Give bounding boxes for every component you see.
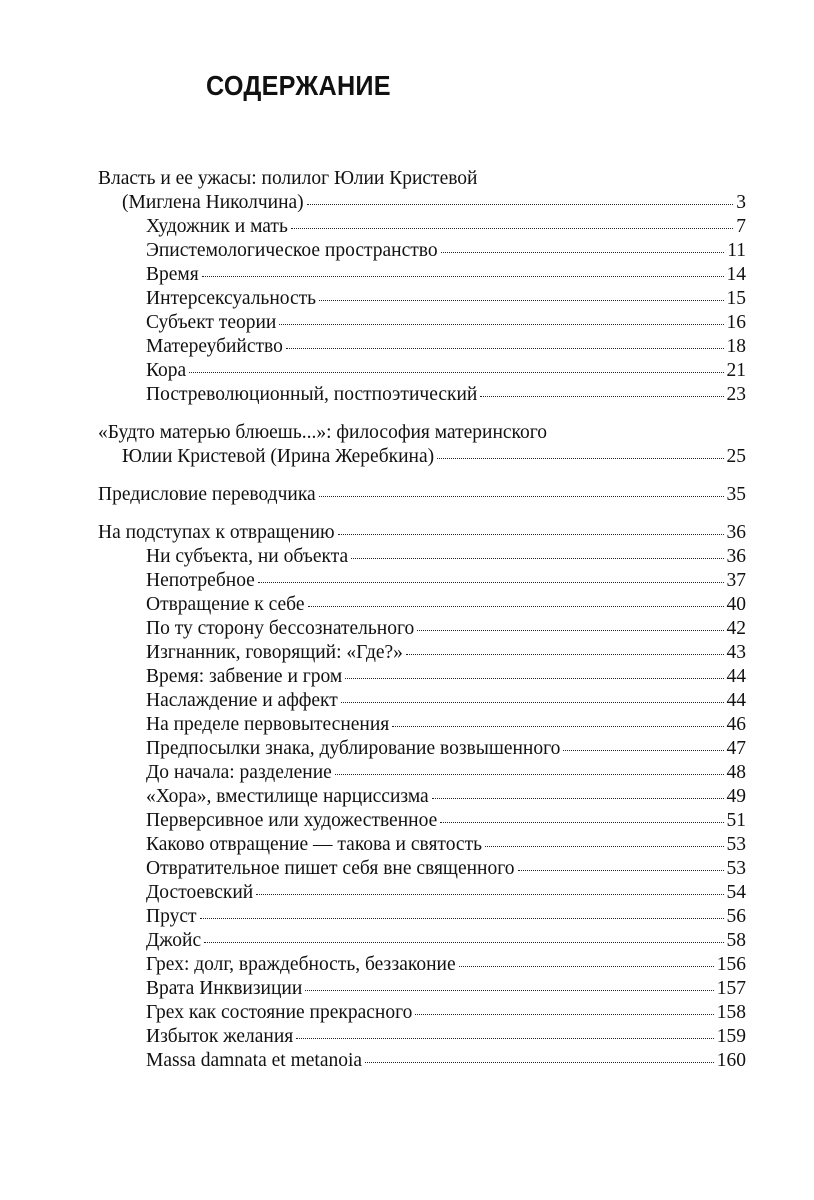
- toc-subentry[interactable]: [98, 1025, 746, 1049]
- toc-subentry-title: До начала: разделение: [146, 762, 332, 783]
- page-number: 21: [726, 360, 746, 381]
- toc-entry[interactable]: [98, 521, 746, 545]
- page-number: 48: [726, 762, 746, 783]
- toc-subentry[interactable]: [98, 929, 746, 953]
- toc-entry[interactable]: [98, 191, 746, 215]
- toc-subentry[interactable]: [98, 761, 746, 785]
- dot-leader: [286, 348, 724, 349]
- dot-leader: [319, 496, 724, 497]
- page-number: 158: [716, 1002, 746, 1023]
- toc-heading-text: Власть и ее ужасы: полилог Юлии Кристевой: [98, 168, 478, 189]
- dot-leader: [200, 918, 724, 919]
- page-number: 54: [726, 882, 746, 903]
- toc-subentry-title: Эпистемологическое пространство: [146, 240, 438, 261]
- dot-leader: [351, 558, 723, 559]
- page-number: 11: [727, 240, 746, 261]
- toc-subentry-title: Художник и мать: [146, 216, 288, 237]
- toc-subentry-title: Отвращение к себе: [146, 594, 305, 615]
- dot-leader: [365, 1062, 714, 1063]
- page-number: 36: [726, 546, 746, 567]
- toc-entry-title: На подступах к отвращению: [98, 522, 335, 543]
- page-number: 44: [726, 690, 746, 711]
- toc-subentry-title: Ни субъекта, ни объекта: [146, 546, 349, 567]
- toc-subentry-title: Достоевский: [146, 882, 254, 903]
- dot-leader: [305, 990, 713, 991]
- table-of-contents: [98, 167, 746, 1073]
- page-number: 44: [726, 666, 746, 687]
- toc-subentry[interactable]: [98, 287, 746, 311]
- toc-subentry[interactable]: [98, 977, 746, 1001]
- page-number: 3: [736, 192, 746, 213]
- page-number: 49: [726, 786, 746, 807]
- dot-leader: [485, 846, 724, 847]
- toc-subentry-title: Избыток желания: [146, 1026, 294, 1047]
- page-number: 37: [726, 570, 746, 591]
- dot-leader: [459, 966, 714, 967]
- section-gap: [98, 469, 746, 483]
- toc-entry[interactable]: [98, 445, 746, 469]
- page-number: 42: [726, 618, 746, 639]
- page-number: 51: [726, 810, 746, 831]
- toc-subentry[interactable]: [98, 713, 746, 737]
- toc-subentry-title: Massa damnata et metanoia: [146, 1050, 363, 1071]
- section-gap: [98, 507, 746, 521]
- dot-leader: [432, 798, 724, 799]
- page-number: 156: [716, 954, 746, 975]
- dot-leader: [341, 702, 724, 703]
- toc-subentry[interactable]: [98, 953, 746, 977]
- toc-subentry-title: Отвратительное пишет себя вне священного: [146, 858, 515, 879]
- toc-subentry[interactable]: [98, 881, 746, 905]
- toc-subentry[interactable]: [98, 665, 746, 689]
- page-number: 7: [736, 216, 746, 237]
- toc-subentry-title: Непотребное: [146, 570, 255, 591]
- section-gap: [98, 407, 746, 421]
- toc-heading-line: [98, 421, 746, 445]
- dot-leader: [440, 822, 723, 823]
- toc-subentry[interactable]: [98, 809, 746, 833]
- dot-leader: [518, 870, 724, 871]
- page-number: 46: [726, 714, 746, 735]
- dot-leader: [415, 1014, 713, 1015]
- toc-subentry-title: Пруст: [146, 906, 197, 927]
- page-title: СОДЕРЖАНИЕ: [206, 70, 391, 101]
- toc-subentry[interactable]: [98, 1001, 746, 1025]
- toc-subentry[interactable]: [98, 239, 746, 263]
- toc-entry[interactable]: [98, 483, 746, 507]
- dot-leader: [291, 228, 733, 229]
- page-number: 53: [726, 834, 746, 855]
- toc-heading-line: [98, 167, 746, 191]
- dot-leader: [563, 750, 723, 751]
- page-number: 160: [716, 1050, 746, 1071]
- toc-subentry[interactable]: [98, 215, 746, 239]
- toc-subentry[interactable]: [98, 263, 746, 287]
- toc-heading-text: «Будто матерью блюешь...»: философия материнского: [98, 422, 548, 443]
- toc-subentry-title: Врата Инквизиции: [146, 978, 303, 999]
- toc-subentry-title: Постреволюционный, постпоэтический: [146, 384, 478, 405]
- toc-subentry-title: Грех: долг, враждебность, беззаконие: [146, 954, 456, 975]
- page-number: 159: [716, 1026, 746, 1047]
- page-number: 25: [726, 446, 746, 467]
- toc-subentry[interactable]: [98, 335, 746, 359]
- toc-subentry[interactable]: [98, 641, 746, 665]
- toc-entry-title: Юлии Кристевой (Ирина Жеребкина): [122, 446, 435, 467]
- toc-subentry[interactable]: [98, 689, 746, 713]
- dot-leader: [189, 372, 723, 373]
- dot-leader: [437, 458, 723, 459]
- page-number: 35: [726, 484, 746, 505]
- page-number: 58: [726, 930, 746, 951]
- page-number: 56: [726, 906, 746, 927]
- toc-entry-title: (Миглена Николчина): [122, 192, 304, 213]
- toc-subentry-title: Интерсексуальность: [146, 288, 317, 309]
- dot-leader: [335, 774, 724, 775]
- toc-entry-title: Предисловие переводчика: [98, 484, 316, 505]
- toc-subentry[interactable]: [98, 569, 746, 593]
- page-number: 16: [726, 312, 746, 333]
- toc-subentry-title: Предпосылки знака, дублирование возвышенного: [146, 738, 561, 759]
- toc-subentry[interactable]: [98, 833, 746, 857]
- dot-leader: [204, 942, 723, 943]
- dot-leader: [441, 252, 725, 253]
- toc-subentry[interactable]: [98, 617, 746, 641]
- toc-subentry-title: Перверсивное или художественное: [146, 810, 438, 831]
- toc-subentry[interactable]: [98, 1049, 746, 1073]
- dot-leader: [338, 534, 724, 535]
- toc-subentry-title: Время: забвение и гром: [146, 666, 343, 687]
- toc-subentry[interactable]: [98, 311, 746, 335]
- page-number: 14: [726, 264, 746, 285]
- toc-subentry-title: Матереубийство: [146, 336, 283, 357]
- toc-subentry[interactable]: [98, 545, 746, 569]
- toc-subentry[interactable]: [98, 383, 746, 407]
- dot-leader: [480, 396, 723, 397]
- page-number: 43: [726, 642, 746, 663]
- toc-subentry-title: На пределе первовытеснения: [146, 714, 390, 735]
- page-number: 23: [726, 384, 746, 405]
- toc-subentry[interactable]: [98, 905, 746, 929]
- toc-subentry[interactable]: [98, 737, 746, 761]
- page-number: 18: [726, 336, 746, 357]
- dot-leader: [256, 894, 723, 895]
- toc-subentry-title: Время: [146, 264, 199, 285]
- dot-leader: [308, 606, 724, 607]
- toc-subentry-title: Джойс: [146, 930, 202, 951]
- toc-subentry-title: Грех как состояние прекрасного: [146, 1002, 413, 1023]
- dot-leader: [392, 726, 723, 727]
- dot-leader: [417, 630, 723, 631]
- toc-subentry[interactable]: [98, 359, 746, 383]
- dot-leader: [258, 582, 724, 583]
- page-number: 36: [726, 522, 746, 543]
- toc-subentry-title: По ту сторону бессознательного: [146, 618, 415, 639]
- toc-subentry[interactable]: [98, 857, 746, 881]
- page-number: 53: [726, 858, 746, 879]
- page-number: 47: [726, 738, 746, 759]
- dot-leader: [345, 678, 723, 679]
- toc-subentry-title: Кора: [146, 360, 187, 381]
- dot-leader: [296, 1038, 713, 1039]
- page-number: 15: [726, 288, 746, 309]
- page-number: 40: [726, 594, 746, 615]
- page-number: 157: [716, 978, 746, 999]
- toc-subentry-title: Каково отвращение — такова и святость: [146, 834, 482, 855]
- dot-leader: [406, 654, 724, 655]
- dot-leader: [202, 276, 724, 277]
- dot-leader: [307, 204, 734, 205]
- toc-subentry-title: Изгнанник, говорящий: «Где?»: [146, 642, 403, 663]
- dot-leader: [319, 300, 723, 301]
- toc-subentry-title: Субъект теории: [146, 312, 277, 333]
- toc-subentry[interactable]: [98, 785, 746, 809]
- toc-subentry-title: Наслаждение и аффект: [146, 690, 338, 711]
- toc-subentry-title: «Хора», вместилище нарциссизма: [146, 786, 429, 807]
- toc-subentry[interactable]: [98, 593, 746, 617]
- dot-leader: [279, 324, 723, 325]
